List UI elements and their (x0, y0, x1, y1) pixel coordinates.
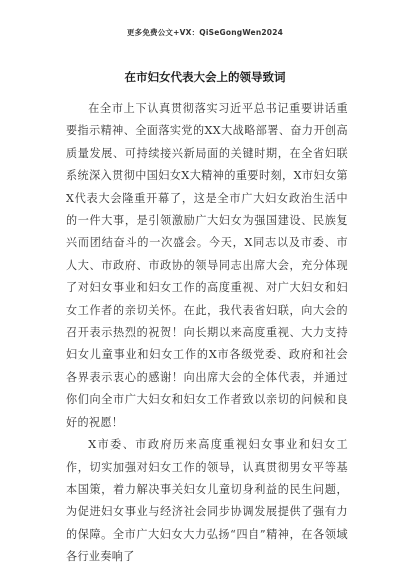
paragraph-2: X市委、市政府历来高度重视妇女事业和妇女工作，切实加强对妇女工作的领导，认真贯彻男女平等基本国策，着力解决事关妇女儿童切身利益的民生问题，为促进妇女事业与经济社会同步协调发展提供了强有力的保障。全市广大妇女大力弘扬“四自”精神，在各领域各行业奏响了 (66, 438, 348, 564)
document-title: 在市妇女代表大会上的领导致词 (124, 70, 286, 84)
header-note: 更多免费公文+VX：QiSeGongWen2024 (126, 28, 284, 37)
document-body (66, 98, 348, 569)
paragraph-1: 在全市上下认真贯彻落实习近平总书记重要讲话重要指示精神、全面落实党的XX大战略部署、奋力开创高质量发展、可持续接兴新局面的关键时期，在全省妇联系统深入贯彻中国妇女X大精神的重要时刻，X市妇女第X代表大会隆重开幕了，这是全市广大妇女政治生活中的一件大事，是引领激励广大妇女为强国建设、民族复兴而团结奋斗的一次盛会。今天，X同志以及市委、市人大、市政府、市政协的领导同志出席大会，充分体现了对妇女事业和妇女工作的高度重视、对广大妇女和妇女工作者的亲切关怀。在此，我代表省妇联，向大会的召开表示热烈的祝贺！向长期以来高度重视、大力支持妇女儿童事业和妇女工作的X市各级党委、政府和社会各界表示衷心的感谢！向出席大会的全体代表，并通过你们向全市广大妇女和妇女工作者致以亲切的问候和良好的祝愿！ (66, 102, 348, 429)
